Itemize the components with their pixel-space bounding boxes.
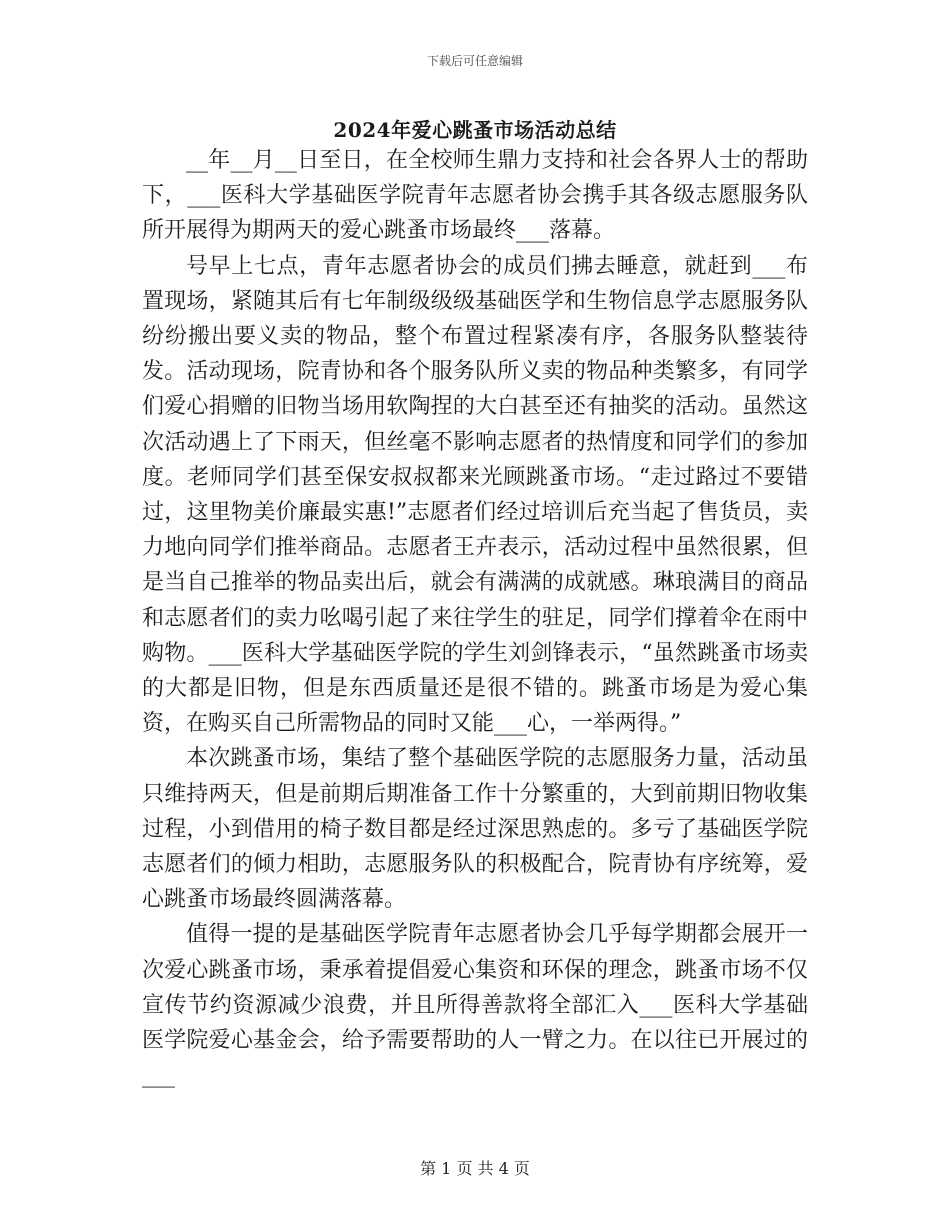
document-body — [142, 143, 808, 1093]
paragraph: 本次跳蚤市场，集结了整个基础医学院的志愿服务力量，活动虽只维持两天，但是前期后期准备工作十分繁重的，大到前期旧物收集过程，小到借用的椅子数目都是经过深思熟虑的。多亏了基础医学院志愿者们的倾力相助，志愿服务队的积极配合，院青协有序统筹，爱心跳蚤市场最终圆满落幕。 — [142, 746, 808, 913]
page-footer: 第 1 页 共 4 页 — [420, 1159, 530, 1178]
paragraph: 号早上七点，青年志愿者协会的成员们拂去睡意，就赶到___布置现场，紧随其后有七年制级级级基础医学和生物信息学志愿服务队纷纷搬出要义卖的物品，整个布置过程紧凑有序，各服务队整装待发。活动现场，院青协和各个服务队所义卖的物品种类繁多，有同学们爱心捐赠的旧物当场用软陶捏的大白甚至还有抽奖的活动。虽然这次活动遇上了下雨天，但丝毫不影响志愿者的热情度和同学们的参加度。老师同学们甚至保安叔叔都来光顾跳蚤市场。“走过路过不要错过，这里物美价廉最实惠!”志愿者们经过培训后充当起了售货员，卖力地向同学们推举商品。志愿者王卉表示，活动过程中虽然很累，但是当自己推举的物品卖出后，就会有满满的成就感。琳琅满目的商品和志愿者们的卖力吆喝引起了来往学生的驻足，同学们撑着伞在雨中购物。___医科大学基础医学院的学生刘剑锋表示，“虽然跳蚤市场卖的大都是旧物，但是东西质量还是很不错的。跳蚤市场是为爱心集资，在购买自己所需物品的同时又能___心，一举两得。” — [142, 253, 808, 737]
header-note: 下载后可任意编辑 — [426, 54, 523, 68]
paragraph: 值得一提的是基础医学院青年志愿者协会几乎每学期都会展开一次爱心跳蚤市场，秉承着提倡爱心集资和环保的理念，跳蚤市场不仅宣传节约资源减少浪费，并且所得善款将全部汇入___医科大学基础医学院爱心基金会，给予需要帮助的人一臂之力。在以往已开展过的___ — [142, 922, 808, 1089]
document-title: 2024年爱心跳蚤市场活动总结 — [333, 118, 617, 142]
paragraph: __年__月__日至日，在全校师生鼎力支持和社会各界人士的帮助下，___医科大学基础医学院青年志愿者协会携手其各级志愿服务队所开展得为期两天的爱心跳蚤市场最终___落幕。 — [142, 148, 808, 244]
